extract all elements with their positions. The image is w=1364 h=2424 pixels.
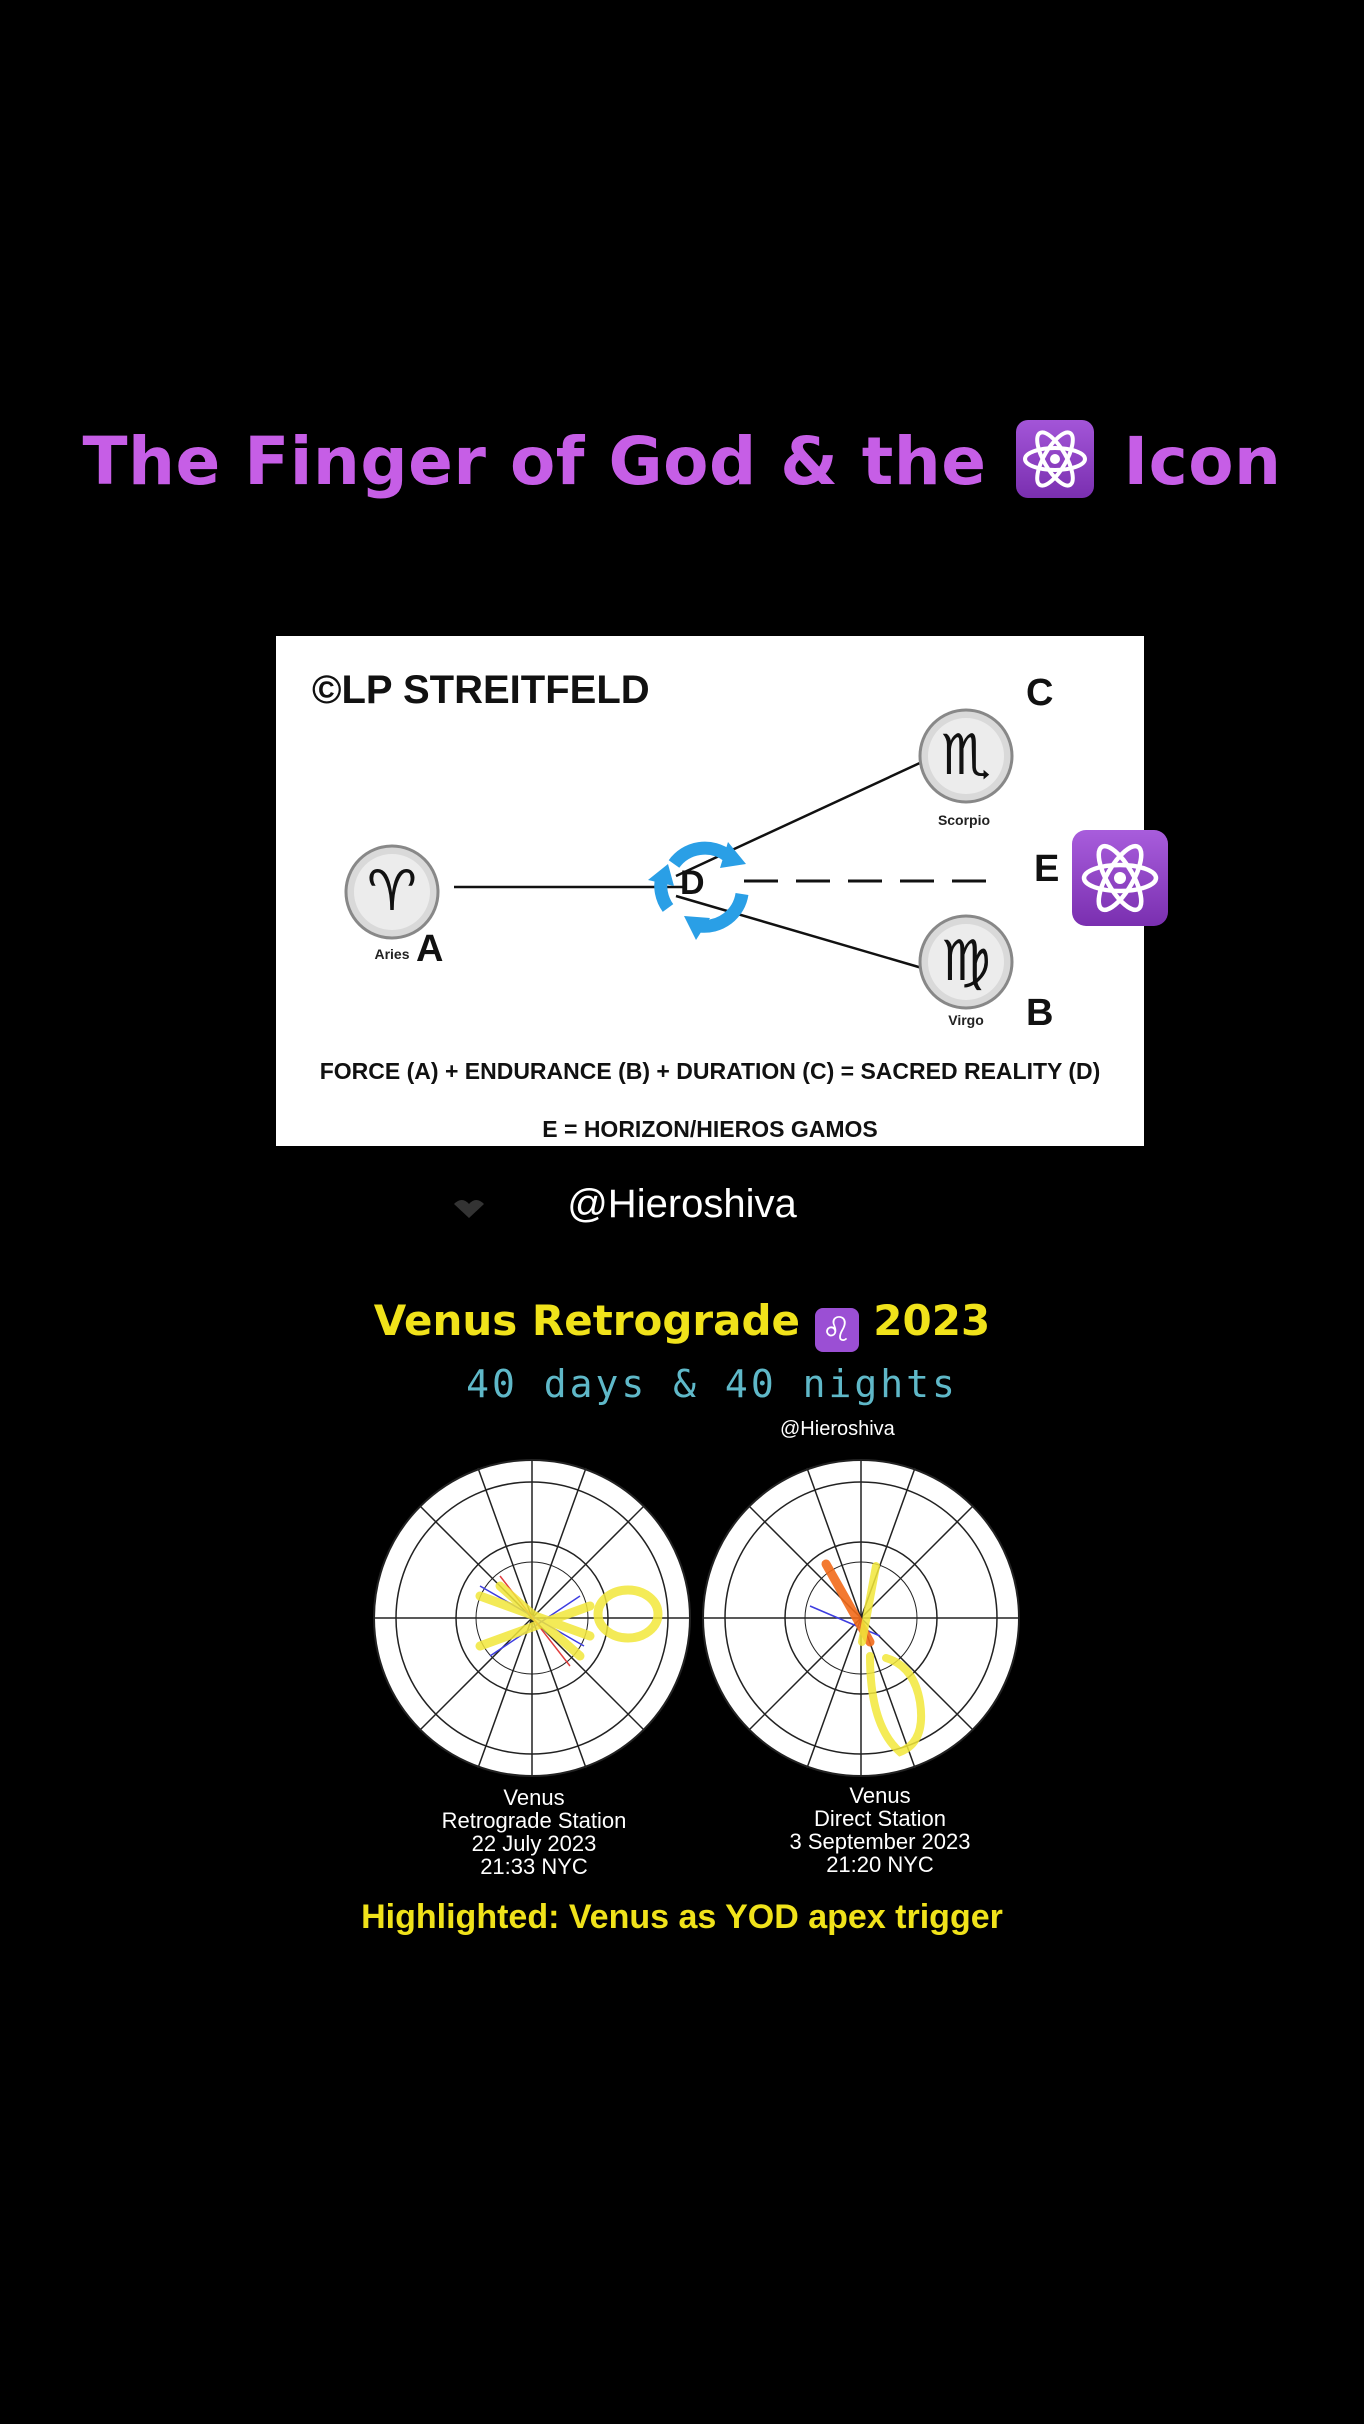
caption-line: Venus bbox=[503, 1785, 565, 1810]
point-label-a: A bbox=[416, 928, 444, 970]
page-title bbox=[0, 420, 1364, 500]
venus-handle: @Hieroshiva bbox=[780, 1418, 895, 1440]
aries-glyph: ♈ bbox=[366, 859, 418, 924]
title-part2: Icon bbox=[1100, 423, 1282, 500]
chart-caption-direct bbox=[750, 1784, 1010, 1876]
virgo-glyph: ♍ bbox=[940, 929, 992, 994]
leo-icon: ♌ bbox=[815, 1308, 859, 1352]
caption-line: 21:20 NYC bbox=[826, 1852, 934, 1877]
author-handle: @Hieroshiva bbox=[567, 1182, 797, 1226]
formula-text: FORCE (A) + ENDURANCE (B) + DURATION (C) = SACRED REALITY (D) bbox=[319, 1058, 1101, 1084]
chart-wheel-direct bbox=[700, 1456, 1022, 1780]
point-label-b: B bbox=[1026, 992, 1054, 1034]
chart-caption-retrograde bbox=[404, 1786, 664, 1878]
caption-line: 21:33 NYC bbox=[480, 1854, 588, 1879]
point-label-c: C bbox=[1026, 672, 1054, 714]
point-label-d: D bbox=[680, 864, 705, 902]
sign-label-scorpio: Scorpio bbox=[937, 812, 991, 828]
caption-line: 3 September 2023 bbox=[789, 1829, 971, 1854]
chart-wheel-retrograde bbox=[370, 1456, 694, 1780]
highlight-note: Highlighted: Venus as YOD apex trigger bbox=[361, 1898, 1003, 1936]
line-d-c bbox=[676, 762, 922, 876]
sign-label-aries: Aries bbox=[374, 946, 410, 962]
copyright-label: ©LP STREITFELD bbox=[312, 668, 650, 712]
caption-line: Retrograde Station bbox=[441, 1808, 627, 1833]
venus-title bbox=[0, 1296, 1364, 1352]
venus-title-part2: 2023 bbox=[858, 1296, 991, 1345]
venus-title-part1: Venus Retrograde bbox=[373, 1296, 815, 1345]
scorpio-glyph: ♏ bbox=[940, 723, 992, 788]
atom-badge-icon bbox=[1072, 830, 1168, 926]
venus-subtitle: 40 days & 40 nights bbox=[466, 1362, 958, 1406]
point-label-e: E bbox=[1034, 848, 1060, 890]
sign-label-virgo: Virgo bbox=[948, 1012, 984, 1028]
caption-line: Direct Station bbox=[813, 1806, 947, 1831]
caption-line: Venus bbox=[849, 1783, 911, 1808]
title-part1: The Finger of God & the bbox=[82, 423, 1011, 500]
caption-line: 22 July 2023 bbox=[471, 1831, 597, 1856]
equation-text: E = HORIZON/HIEROS GAMOS bbox=[542, 1116, 878, 1142]
atom-symbol-icon bbox=[1016, 420, 1094, 498]
